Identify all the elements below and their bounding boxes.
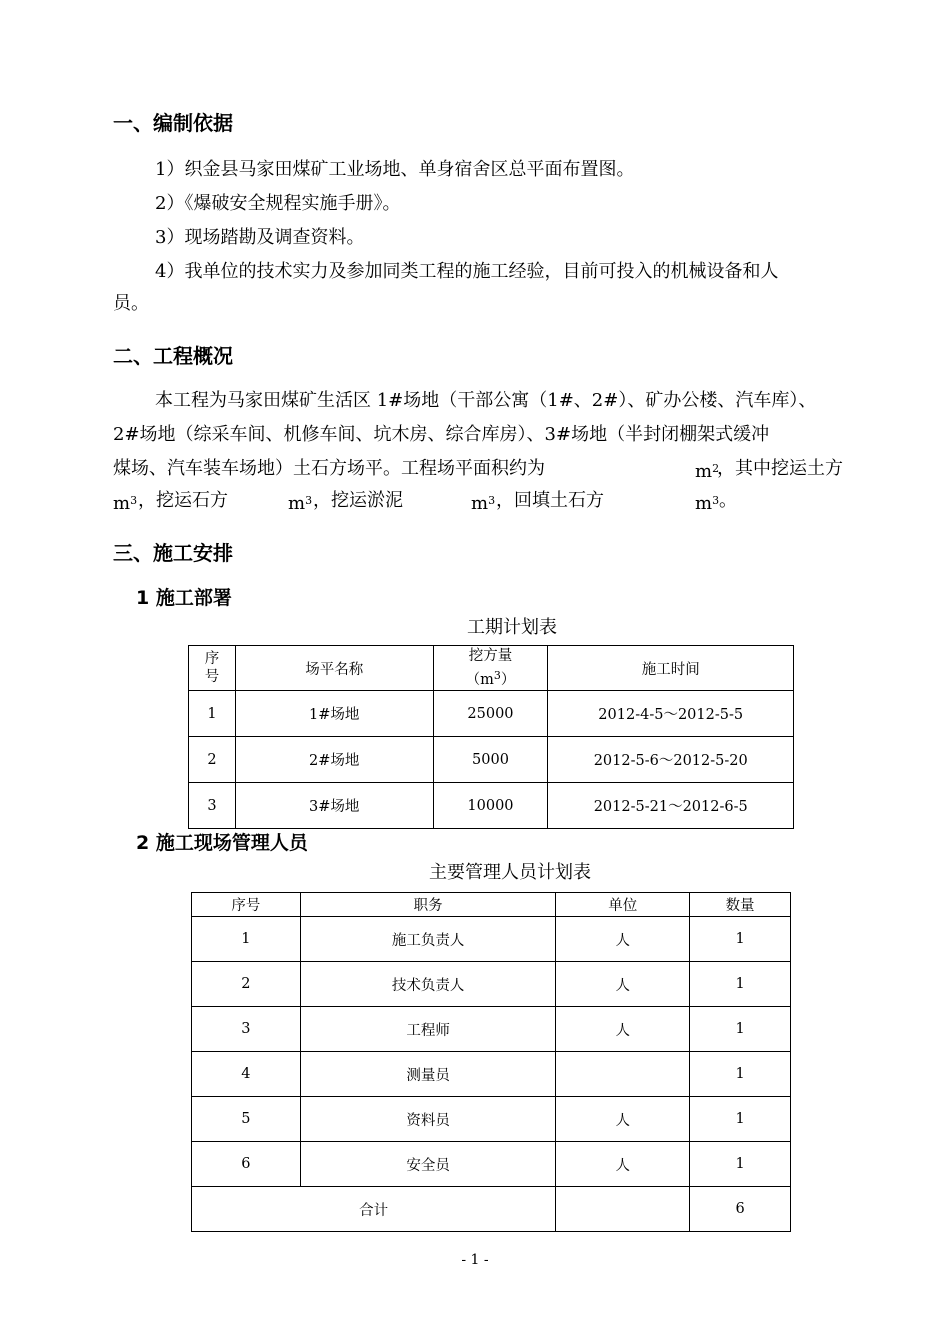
header-excavation: 挖方量 $(m^3)$ [433,646,548,691]
total-row [192,1187,791,1232]
cell-seq: 4 [192,1052,301,1097]
overview-end: 。 [719,490,737,511]
header-site-name: 场平名称 [235,646,433,691]
section-2-heading: 二、工程概况 [113,344,233,368]
header-unit: 单位 [556,893,690,917]
cell-seq: 5 [192,1097,301,1142]
backfill-label: ，回填土石方 [496,490,604,511]
page-number: - 1 - [461,1252,489,1268]
cell-time: 2012-5-6～2012-5-20 [548,737,794,783]
table-row [192,1052,791,1097]
cell-seq: 2 [189,737,236,783]
header-seq: 序号 [189,646,236,691]
section-3-heading: 三、施工安排 [113,541,233,565]
cell-site: 3#场地 [235,783,433,829]
subsection-1-heading: 1 施工部署 [136,587,232,609]
header-time: 施工时间 [548,646,794,691]
cell-time: 2012-4-5～2012-5-5 [548,691,794,737]
basis-item-1: 1）织金县马家田煤矿工业场地、单身宿舍区总平面布置图。 [155,159,635,180]
soil-volume-unit: $m^3$ [113,493,138,514]
cell-position: 资料员 [300,1097,556,1142]
table-row [192,1007,791,1052]
table-row [192,1097,791,1142]
cell-position: 测量员 [300,1052,556,1097]
cell-site: 2#场地 [235,737,433,783]
total-quantity: 6 [690,1187,791,1232]
cell-seq: 1 [189,691,236,737]
overview-line-2: 2#场地（综采车间、机修车间、坑木房、综合库房）、3#场地（半封闭棚架式缓冲 [113,424,770,445]
section-1-heading: 一、编制依据 [113,111,233,135]
table-row [189,691,794,737]
rock-label: ，挖运石方 [138,490,228,511]
table-1-caption: 工期计划表 [467,617,557,638]
total-label: 合计 [192,1187,556,1232]
cell-unit: 人 [556,1142,690,1187]
silt-label: ，挖运淤泥 [313,490,403,511]
cell-unit: 人 [556,962,690,1007]
cell-seq: 3 [192,1007,301,1052]
cell-qty: 10000 [433,783,548,829]
cell-quantity: 1 [690,1142,791,1187]
total-unit [556,1187,690,1232]
area-unit: $m^2$ [695,461,720,482]
cell-time: 2012-5-21～2012-6-5 [548,783,794,829]
cell-unit: 人 [556,1097,690,1142]
cell-seq: 2 [192,962,301,1007]
cell-position: 技术负责人 [300,962,556,1007]
overview-line-3 [113,457,843,482]
overview-line-3-tail: ，其中挖运土方 [717,458,843,479]
table-row [192,1142,791,1187]
cell-quantity: 1 [690,1097,791,1142]
cell-position: 工程师 [300,1007,556,1052]
cell-seq: 6 [192,1142,301,1187]
overview-line-3-text: 煤场、汽车装车场地）土石方场平。工程场平面积约为 [113,458,545,479]
table-row [189,783,794,829]
cell-unit [556,1052,690,1097]
staff-table [191,892,791,1232]
table-row [192,962,791,1007]
basis-item-3: 3）现场踏勘及调查资料。 [155,227,365,248]
header-seq: 序号 [192,893,301,917]
cell-quantity: 1 [690,962,791,1007]
cell-quantity: 1 [690,1007,791,1052]
cell-site: 1#场地 [235,691,433,737]
cell-quantity: 1 [690,1052,791,1097]
cell-position: 施工负责人 [300,917,556,962]
subsection-2-heading: 2 施工现场管理人员 [136,832,308,854]
table-2-caption: 主要管理人员计划表 [429,862,591,883]
cell-position: 安全员 [300,1142,556,1187]
cell-quantity: 1 [690,917,791,962]
table-row [189,737,794,783]
backfill-volume-unit: $m^3$ [695,493,720,514]
basis-item-4: 4）我单位的技术实力及参加同类工程的施工经验，目前可投入的机械设备和人 [155,261,779,282]
cell-unit: 人 [556,917,690,962]
table-row [192,917,791,962]
silt-volume-unit: $m^3$ [471,493,496,514]
schedule-header-row [189,646,794,691]
header-position: 职务 [300,893,556,917]
schedule-table [188,645,794,829]
cell-qty: 25000 [433,691,548,737]
basis-item-2: 2）《爆破安全规程实施手册》。 [155,193,401,214]
cell-seq: 3 [189,783,236,829]
rock-volume-unit: $m^3$ [288,493,313,514]
cell-unit: 人 [556,1007,690,1052]
overview-line-1: 本工程为马家田煤矿生活区 1#场地（干部公寓（1#、2#）、矿办公楼、汽车库）、 [155,390,817,411]
basis-item-4-continuation: 员。 [113,293,149,314]
staff-header-row [192,893,791,917]
header-quantity: 数量 [690,893,791,917]
cell-qty: 5000 [433,737,548,783]
cell-seq: 1 [192,917,301,962]
